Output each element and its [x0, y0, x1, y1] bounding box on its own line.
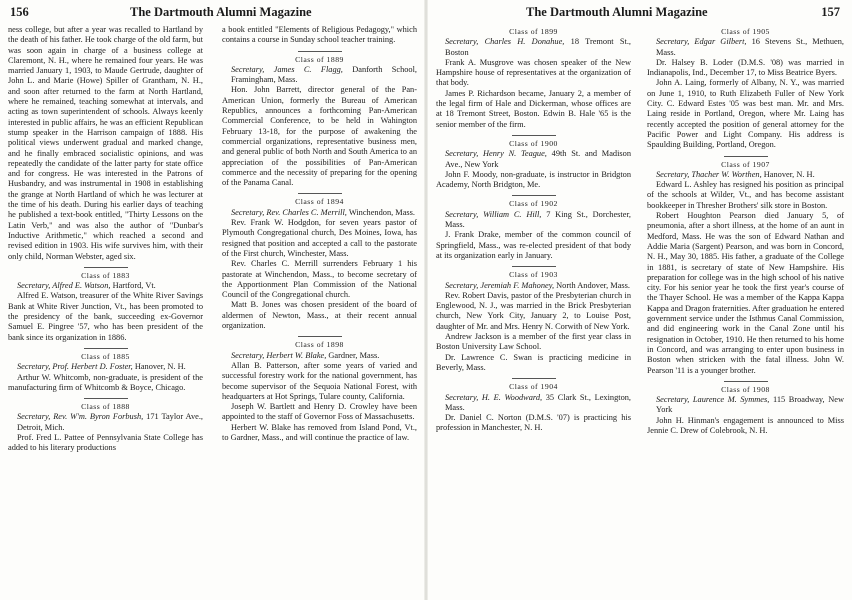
secretary-name: Secretary, H. E. Woodward, [445, 392, 543, 402]
secretary-name: Secretary, William C. Hill, [445, 209, 542, 219]
news-item: Rev. Frank W. Hodgdon, for seven years pastor of Plymouth Congregational church, Des Moines, Iowa, has resigned that position and accepted a call to the pastorate of the First church, Winchester, Mass. [222, 218, 417, 258]
secretary-address: 115 Broadway, New York [656, 395, 844, 415]
news-item: Arthur W. Whitcomb, non-graduate, is president of the manufacturing firm of Whitcomb & Boyce, Chicago. [8, 372, 203, 392]
class-heading-1889: Class of 1889 [295, 54, 344, 64]
secretary-name: Secretary, Edgar Gilbert, [656, 37, 747, 47]
secretary-address: Hartford, Vt. [112, 281, 156, 291]
news-item: Rev. Robert Davis, pastor of the Presbyterian church in Englewood, N. J., was married in the Brick Presbyterian church, New York City, January 2, to Louise Post, daughter of Mr. and Mrs. Henry N. Corwith of New York. [436, 290, 631, 331]
section-divider [298, 51, 342, 52]
secretary-line-1888 [8, 412, 203, 433]
secretary-name: Secretary, Laurence M. Symmes, [656, 395, 770, 405]
class-heading-1907: Class of 1907 [721, 159, 770, 169]
column-4 [647, 25, 844, 436]
class-heading-1900: Class of 1900 [509, 138, 558, 148]
section-divider [298, 336, 342, 337]
section-divider [298, 193, 342, 194]
news-item: Allan B. Patterson, after some years of varied and successful forestry work for the national government, has become supervisor of the Sequoia National Forest, with headquarters at Hot Springs, Tulare county, California. [222, 360, 417, 401]
secretary-line-1885 [8, 362, 203, 372]
news-item: Frank A. Musgrove was chosen speaker of the New Hampshire house of representatives at the organization of that body. [436, 57, 631, 88]
section-divider [84, 398, 128, 399]
section-divider [512, 378, 556, 379]
news-item: Dr. Daniel C. Norton (D.M.S. '07) is practicing his profession in Manchester, N. H. [436, 413, 631, 433]
class-heading-1899: Class of 1899 [509, 27, 558, 36]
secretary-name: Secretary, James C. Flagg, [231, 64, 343, 74]
news-item: John F. Moody, non-graduate, is instructor in Bridgton Academy, North Bridgton, Me. [436, 169, 631, 190]
news-item: Rev. Charles C. Merrill surrenders February 1 his pastorate at Winchendon, Mass., to become secretary of the Apportionment Plan Commission of the National Council of the Congregational church. [222, 259, 417, 300]
news-item: Alfred E. Watson, treasurer of the White River Savings Bank at White River Junction, Vt., has been promoted to the presidency of the bank, succeeding ex-Governor Samuel E. Pingree '57, who has been president of the bank since its organization in 1886. [8, 291, 203, 342]
secretary-name: Secretary, Alfred E. Watson, [17, 281, 111, 291]
right-page-header [426, 2, 852, 22]
news-item: John A. Laing, formerly of Albany, N. Y., was married on June 1, 1910, to Ruth Elizabeth Fuller of New York City. C. Edward Estes '05 was best man. Mr. and Mrs. Laing reside in Portland, Oregon, where Mr. Laing has recently accepted the position of general attorney for the Pacific Power and Light Company. His address is Spaulding Building, Portland, Oregon. [647, 78, 844, 150]
secretary-address: Winchendon, Mass. [348, 207, 415, 217]
secretary-address: North Andover, Mass. [556, 280, 630, 290]
left-running-title: The Dartmouth Alumni Magazine [130, 5, 312, 19]
news-item: Robert Houghton Pearson died January 5, of pneumonia, after a short illness, at the home of an aunt in Medford, Mass. He was the son of Edward Nathan and Addie Maria (Sargent) Pearson, and was born in Concord, N. H., May 30, 1885. His father, a graduate of the College in 1881, is secretary of state of New Hampshire. His preparation for college was in the high school of his native city. For his senior year he took the first year's course of the Thayer School. He was a member of the Kappa Kappa Kappa and Dragon fraternities. After graduation he entered government service under the Isthmus Canal Commission, and did engineering work in the Canal Zone until his resignation in October, 1910. He then returned to his home in Concord, and was arranging to enter upon business in Boston when stricken with the fatal illness. John W. Pearson '11 is a younger brother. [647, 211, 844, 375]
secretary-address: Danforth School, Framingham, Mass. [231, 64, 417, 85]
secretary-line-1908 [647, 395, 844, 416]
obituary-continuation: ness college, but after a year was recalled to Hartland by the death of his father. He took charge of the old farm, but was soon again in charge of a business college at Claremont, N. H., where he remained four years. He was married January 1, 1903, to Maude Gertrude, daughter of John L. and Marie (Howe) Spiller of Grantham, N. H., and soon after returned to the farm at North Hartland, where he remained, teaching somewhat at intervals, and acting as town superintendent of schools. Always keenly interested in public affairs, he was an efficient Republican stump speaker in the Harrison campaign of 1888. His political views underwent gradual and marked change, and he finally embraced socialistic opinions, and was repeatedly the candidate of the latter party for state office and for congress. He was interested in the Patrons of Husbandry, and was instrumental in 1908 in establishing the grange at North Hartland of which he was lecturer at the time of his death. During his earlier days of teaching he published a text-book entitled, "Thirty Lessons on the Latin Verb," and was also the author of "Dunbar's Inductive Arithmetic," which reached a second and revised edition in 1903. His wife survives him, with their only child, Norman Webster, aged six. [8, 25, 203, 261]
news-item: Matt B. Jones was chosen president of the board of aldermen of Newton, Mass., at their recent annual organization. [222, 300, 417, 331]
section-divider [512, 135, 556, 136]
section-divider [512, 195, 556, 196]
secretary-line-1905 [647, 37, 844, 58]
column-2 [222, 25, 417, 443]
secretary-address: 35 Clark St., Lexington, Mass. [445, 392, 632, 412]
secretary-line-1883 [8, 281, 203, 291]
secretary-name: Secretary, Herbert W. Blake, [231, 350, 327, 360]
secretary-address: 171 Taylor Ave., Detroit, Mich. [17, 412, 204, 432]
secretary-line-1903 [436, 281, 631, 291]
section-divider [84, 267, 128, 268]
news-item: Edward L. Ashley has resigned his position as principal of the schools at Wilder, Vt., and has become assistant bookkeeper in Thresher Brothers' silk store in Boston. [647, 180, 844, 210]
right-running-title: The Dartmouth Alumni Magazine [526, 5, 708, 19]
right-page-number: 157 [821, 5, 840, 19]
secretary-line-1899 [436, 37, 631, 58]
secretary-name: Secretary, Prof. Herbert D. Foster, [17, 362, 133, 372]
secretary-line-1902 [436, 210, 631, 231]
class-heading-1898: Class of 1898 [295, 340, 344, 350]
left-page-number: 156 [10, 5, 29, 19]
secretary-line-1900 [436, 149, 631, 170]
column-3 [436, 25, 631, 434]
right-page [426, 0, 852, 600]
news-item: Hon. John Barrett, director general of the Pan-American Union, formerly the Bureau of American Republics, announces a forthcoming Pan-American Commercial Conference, to be held in Wahington February 13-18, for the purpose of awakening the commercial organizations, representative business men, and general public of both North and South America to an appreciation of the possibilities of Pan-American commerce and the necessity of preparing for the opening of the Panama Canal. [222, 85, 417, 188]
class-heading-1902: Class of 1902 [509, 199, 558, 209]
secretary-name: Secretary, Rev. Charles C. Merrill, [231, 207, 347, 217]
secretary-address: Hanover, N. H. [134, 362, 186, 372]
secretary-name: Secretary, Charles H. Donahue, [445, 37, 565, 47]
secretary-line-1894 [222, 208, 417, 218]
news-item: a book entitled "Elements of Religious Pedagogy," which contains a course in Sunday school teacher training. [222, 25, 417, 45]
secretary-name: Secretary, Jeremiah F. Mahoney, [445, 280, 555, 290]
secretary-address: Gardner, Mass. [328, 350, 380, 360]
left-page-header [0, 2, 426, 22]
news-item: Andrew Jackson is a member of the first year class in Boston University Law School. [436, 332, 631, 352]
secretary-address: Hanover, N. H. [763, 169, 815, 179]
class-heading-1903: Class of 1903 [509, 270, 558, 280]
secretary-line-1904 [436, 393, 631, 414]
secretary-name: Secretary, Rev. W'm. Byron Forbush, [17, 412, 144, 422]
section-divider [724, 381, 768, 382]
secretary-address: 18 Tremont St., Boston [445, 37, 631, 57]
secretary-line-1907 [647, 170, 844, 180]
class-heading-1894: Class of 1894 [295, 197, 344, 207]
secretary-address: 7 King St., Dorchester, Mass. [445, 209, 631, 230]
column-1 [8, 25, 203, 454]
news-item: Dr. Halsey B. Loder (D.M.S. '08) was married in Indianapolis, Ind., December 17, to Miss Beatrice Byers. [647, 57, 844, 78]
class-heading-1888: Class of 1888 [81, 402, 130, 412]
news-item: James P. Richardson became, January 2, a member of the legal firm of Hale and Dickerman, whose offices are at 18 Tremont Street, Boston. Edwin B. Hale '65 is the senior member of the firm. [436, 88, 631, 129]
news-item: Herbert W. Blake has removed from Island Pond, Vt., to Gardner, Mass., and will continue the practice of law. [222, 422, 417, 442]
news-item: John H. Hinman's engagement is announced to Miss Jennie C. Drew of Colebrook, N. H. [647, 415, 844, 435]
class-heading-1905: Class of 1905 [721, 27, 770, 36]
secretary-address: 16 Stevens St., Methuen, Mass. [656, 37, 844, 57]
secretary-name: Secretary, Henry N. Teague, [445, 149, 547, 159]
news-item: Prof. Fred L. Pattee of Pennsylvania State College has added to his literary productions [8, 432, 203, 453]
news-item: Dr. Lawrence C. Swan is practicing medicine in Beverly, Mass. [436, 352, 631, 372]
news-item: J. Frank Drake, member of the common council of Springfield, Mass., was re-elected president of that body at its organization early in January. [436, 230, 631, 260]
news-item: Joseph W. Bartlett and Henry D. Crowley have been appointed to the staff of Governor Foss of Massachusetts. [222, 402, 417, 422]
secretary-address: 49th St. and Madison Ave., New York [445, 149, 631, 169]
section-divider [512, 266, 556, 267]
secretary-line-1898 [222, 351, 417, 361]
section-divider [724, 156, 768, 157]
class-heading-1885: Class of 1885 [81, 351, 130, 361]
secretary-line-1889 [222, 65, 417, 86]
class-heading-1883: Class of 1883 [81, 270, 130, 280]
class-heading-1904: Class of 1904 [509, 382, 558, 392]
secretary-name: Secretary, Thacher W. Worthen, [656, 169, 762, 179]
class-heading-1908: Class of 1908 [721, 384, 770, 394]
section-divider [84, 348, 128, 349]
